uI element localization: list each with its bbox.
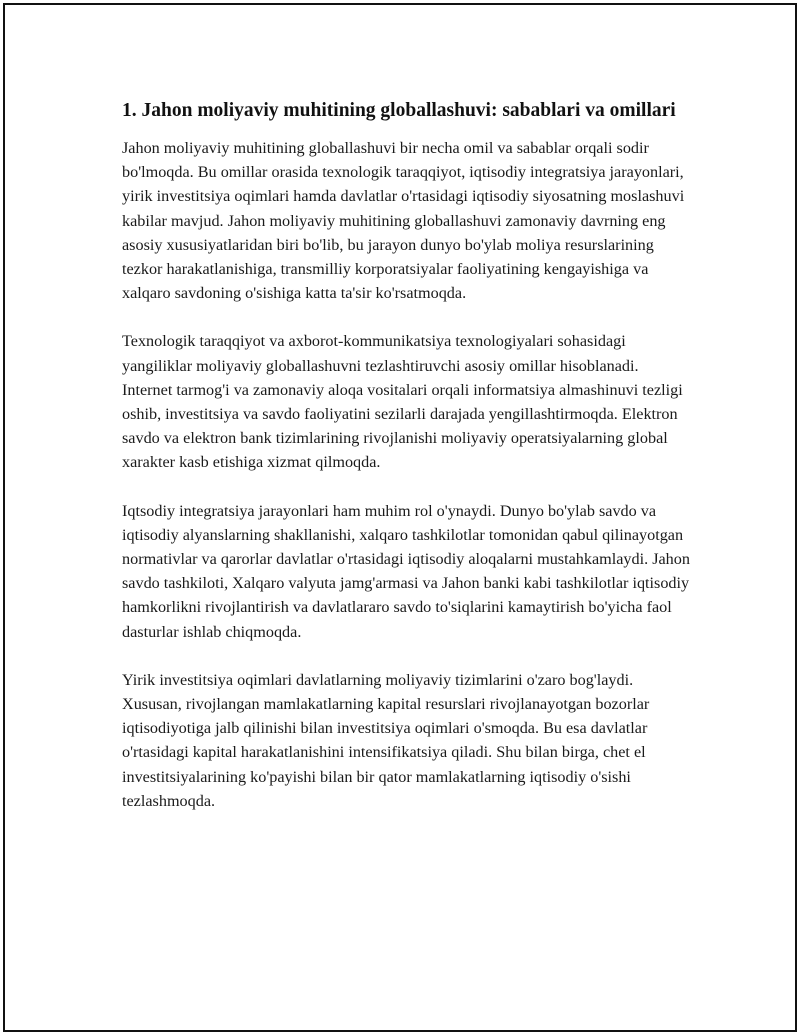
paragraph-3: Iqtsodiy integratsiya jarayonlari ham muhim rol o'ynaydi. Dunyo bo'ylab savdo va iqtisodiy alyanslarning shakllanishi, xalqaro tashkilotlar tomonidan qabul qilinayotgan normativlar va qarorlar davlatlar o'rtasidagi iqtisodiy aloqalarni mustahkamlaydi. Jahon savdo tashkiloti, Xalqaro valyuta jamg'armasi va Jahon banki kabi tashkilotlar iqtisodiy hamkorlikni rivojlantirish va davlatlararo savdo to'siqlarini kamaytirish bo'yicha faol dasturlar ishlab chiqmoqda. <box>122 501 690 641</box>
section-heading: 1. Jahon moliyaviy muhitining globallashuvi: sabablari va omillari <box>122 100 676 121</box>
paragraph-2: Texnologik taraqqiyot va axborot-kommunikatsiya texnologiyalari sohasidagi yangiliklar moliyaviy globallashuvni tezlashtiruvchi asosiy omillar hisoblanadi. Internet tarmog'i va zamonaviy aloqa vositalari orqali informatsiya almashinuvi tezligi oshib, investitsiya va savdo faoliyatini sezilarli darajada yengillashtirmoqda. Elektron savdo va elektron bank tizimlarining rivojlanishi moliyaviy operatsiyalarning global xarakter kasb etishiga xizmat qilmoqda. <box>122 332 683 472</box>
paragraph-1: Jahon moliyaviy muhitining globallashuvi bir necha omil va sabablar orqali sodir bo'lmoqda. Bu omillar orasida texnologik taraqqiyot, iqtisodiy integratsiya jarayonlari, yirik investitsiya oqimlari hamda davlatlar o'rtasidagi iqtisodiy siyosatning moslashuvi kabilar mavjud. Jahon moliyaviy muhitining globallashuvi zamonaviy davrning eng asosiy xususiyatlaridan biri bo'lib, bu jarayon dunyo bo'ylab moliya resurslarining tezkor harakatlanishiga, transmilliy korporatsiyalar faoliyatining kengayishiga va xalqaro savdoning o'sishiga katta ta'sir ko'rsatmoqda. <box>122 139 685 303</box>
document-body <box>122 98 692 837</box>
page-frame <box>3 3 797 1032</box>
paragraph-4: Yirik investitsiya oqimlari davlatlarning moliyaviy tizimlarini o'zaro bog'laydi. Xususan, rivojlangan mamlakatlarning kapital resurslari rivojlanayotgan bozorlar iqtisodiyotiga jalb qilinishi bilan investitsiya oqimlari o'smoqda. Bu esa davlatlar o'rtasidagi kapital harakatlanishini intensifikatsiya qiladi. Shu bilan birga, chet el investitsiyalarining ko'payishi bilan bir qator mamlakatlarning iqtisodiy o'sishi tezlashmoqda. <box>122 670 650 810</box>
